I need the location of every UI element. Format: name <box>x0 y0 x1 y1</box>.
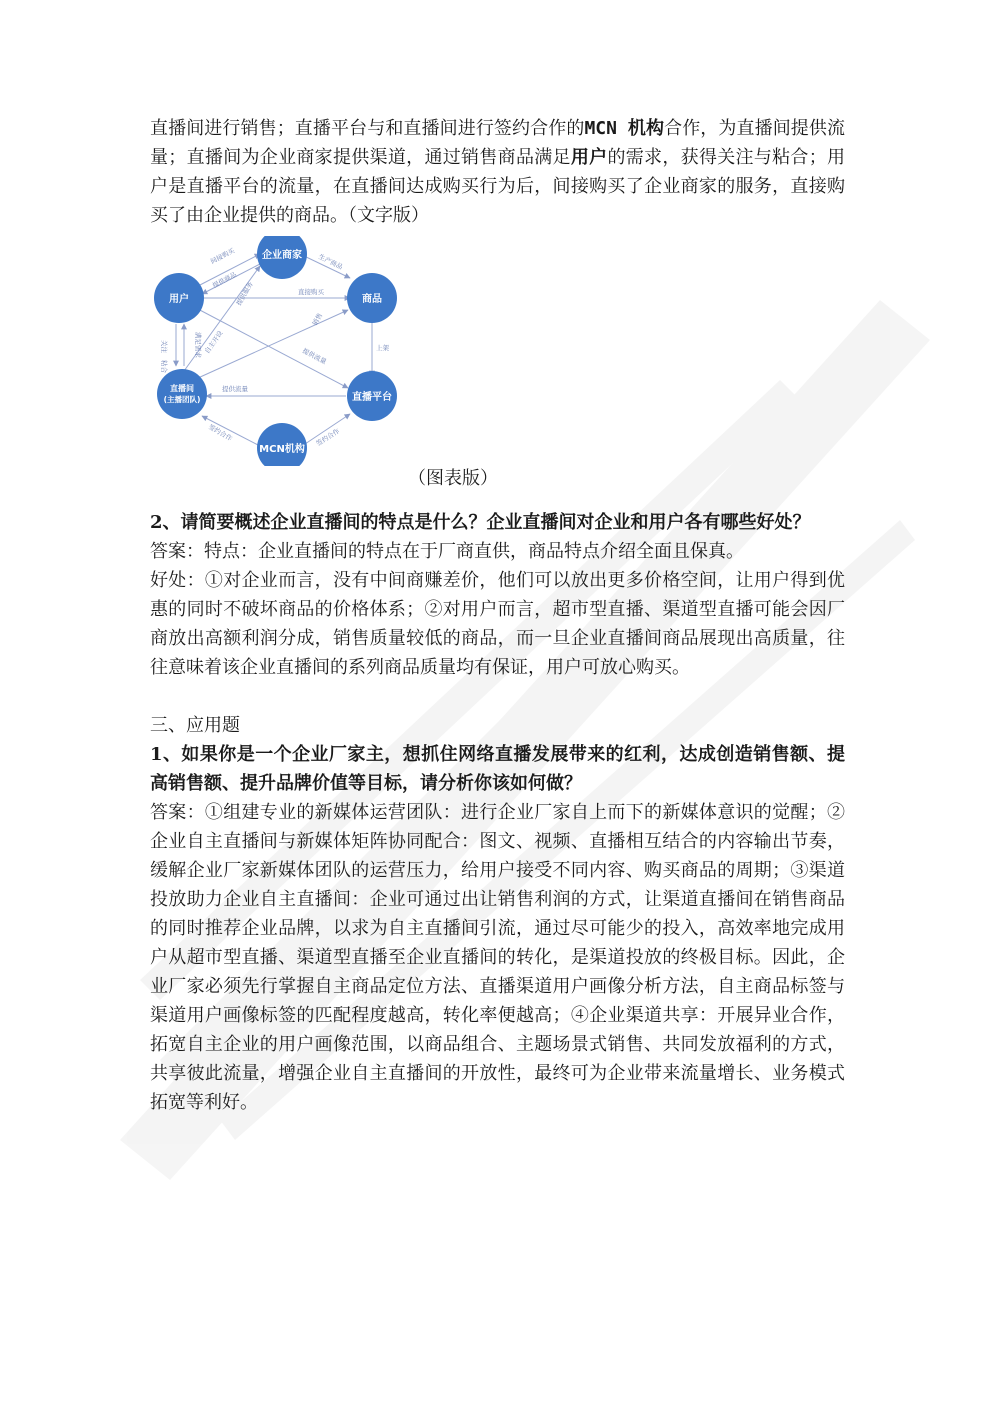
section-3-answer: 答案：①组建专业的新媒体运营团队：进行企业厂家自上而下的新媒体意识的觉醒；②企业自主直播间与新媒体矩阵协同配合：图文、视频、直播相互结合的内容输出节奏，缓解企业厂家新媒体团队的运营压力，给用户接受不同内容、购买商品的周期；③渠道投放助力企业自主直播间：企业可通过出让销售利润的方式，让渠道直播间在销售商品的同时推荐企业品牌，以求为自主直播间引流，通过尽可能少的投入，高效率地完成用户从超市型直播、渠道型直播至企业直播间的转化，是渠道投放的终极目标。因此，企业厂家必须先行掌握自主商品定位方法、直播渠道用户画像分析方法，自主商品标签与渠道用户画像标签的匹配程度越高，转化率便越高；④企业渠道共享：开展异业合作，拓宽自主企业的用户画像范围，以商品组合、主题场景式销售、共同发放福利的方式，共享彼此流量，增强企业自主直播间的开放性，最终可为企业带来流量增长、业务模式拓宽等利好。 <box>150 802 845 1113</box>
node-enterprise <box>257 236 307 279</box>
answer-2-features: 答案：特点：企业直播间的特点在于厂商直供，商品特点介绍全面且保真。 <box>150 541 744 562</box>
label-sign-right: 签约合作 <box>314 427 342 448</box>
label-provide-traffic-pu: 提供流量 <box>301 346 328 366</box>
diagram-svg <box>150 236 410 466</box>
document-body <box>150 114 845 1117</box>
node-mcn <box>257 423 307 466</box>
label-direct-buy: 直接购买 <box>298 288 324 296</box>
node-platform <box>347 371 397 421</box>
node-studio-label-2: (主播团队) <box>163 395 201 404</box>
node-user-label: 用户 <box>169 294 189 305</box>
node-mcn-label: MCN机构 <box>259 444 305 455</box>
intro-text-2: 合作，为直播间提供流量；直播间为企业商家提供渠道，通过销售商品满足 <box>150 118 846 168</box>
node-platform-label: 直播平台 <box>352 392 392 403</box>
paragraph-intro <box>150 114 845 230</box>
label-provide-product: 提供商品 <box>211 270 238 290</box>
label-stick: 粘合 <box>160 360 168 373</box>
label-attention: 关注 <box>160 340 168 353</box>
diagram-caption: （图表版） <box>408 468 498 489</box>
relationship-diagram <box>150 236 845 496</box>
label-sign-left: 签约合作 <box>207 422 234 443</box>
node-user <box>154 273 204 323</box>
node-studio <box>157 369 207 419</box>
user-term: 用户 <box>570 147 608 168</box>
label-produce: 生产商品 <box>317 252 344 272</box>
node-studio-label-1: 直播间 <box>170 384 194 393</box>
node-product <box>347 273 397 323</box>
label-provide-service: 提供服务 <box>234 280 255 307</box>
label-sell: 销售 <box>310 311 325 327</box>
mcn-term: MCN 机构 <box>584 118 665 139</box>
section-3-question: 1、如果你是一个企业厂家主，想抓住网络直播发展带来的红利，达成创造销售额、提高销售额、提升品牌价值等目标，请分析你该如何做？ <box>150 744 845 794</box>
question-2: 2、请简要概述企业直播间的特点是什么？企业直播间对企业和用户各有哪些好处？ <box>150 512 811 533</box>
intro-text-1: 直播间进行销售；直播平台与和直播间进行签约合作的 <box>150 118 585 139</box>
label-satisfy-demand: 满足需求 <box>194 332 202 358</box>
answer-2-benefits: 好处：①对企业而言，没有中间商赚差价，他们可以放出更多价格空间，让用户得到优惠的同时不破坏商品的价格体系；②对用户而言，超市型直播、渠道型直播可能会因厂商放出高额利润分成，销售质量较低的商品，而一旦企业直播间商品展现出高质量，往往意味着该企业直播间的系列商品质量均有保证，用户可放心购买。 <box>150 570 845 678</box>
intro-text-3: 的需求，获得关注与粘合；用户是直播平台的流量，在直播间达成购买行为后，间接购买了企业商家的服务，直接购买了由企业提供的商品。（文字版） <box>150 147 846 226</box>
label-indirect-buy: 间接购买 <box>209 246 236 266</box>
spacer <box>150 682 845 711</box>
node-enterprise-label: 企业商家 <box>262 250 302 261</box>
node-product-label: 商品 <box>362 294 382 305</box>
label-self-broadcast: 自主开设 <box>203 329 225 356</box>
label-listed: 上架 <box>376 344 389 352</box>
label-provide-traffic-ps: 提供流量 <box>222 385 248 393</box>
section-3-heading: 三、应用题 <box>150 715 240 736</box>
node-studio-circle <box>157 369 207 419</box>
